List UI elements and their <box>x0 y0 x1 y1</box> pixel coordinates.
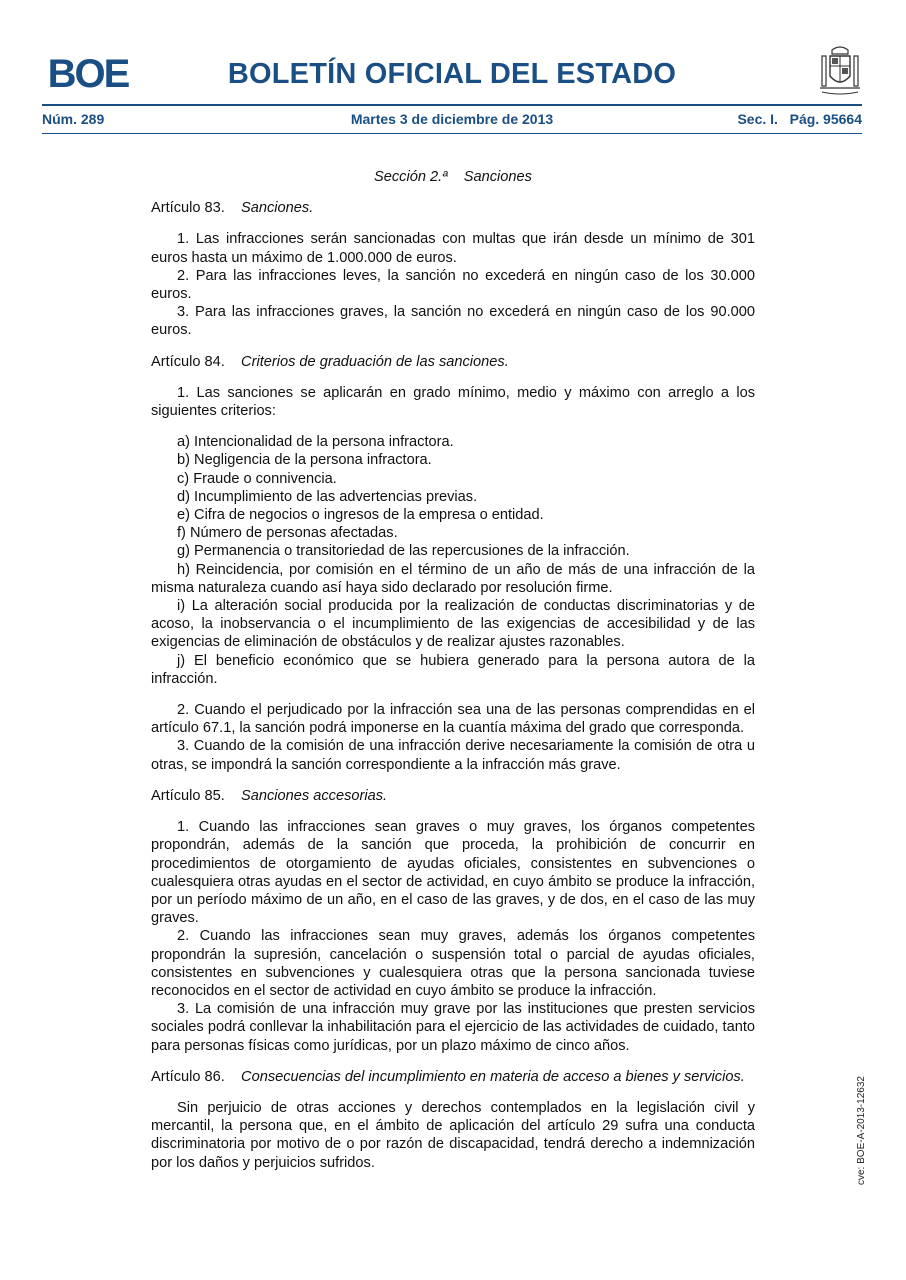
section-page: Sec. I. Pág. 95664 <box>737 111 862 127</box>
criterion-item: c) Fraude o connivencia. <box>177 470 337 487</box>
criterion-item: d) Incumplimiento de las advertencias previas. <box>177 488 478 505</box>
page-header <box>42 44 862 104</box>
criterion-item: a) Intencionalidad de la persona infractora. <box>177 434 454 451</box>
cve-code: cve: BOE-A-2013-12632 <box>856 1076 867 1185</box>
coat-of-arms-icon <box>818 44 862 96</box>
issue-date: Martes 3 de diciembre de 2013 <box>350 111 554 127</box>
paragraph: 1. Cuando las infracciones sean graves o muy graves, los órganos competentes propondrán, además de la sanción que proceda, la prohibición de concurrir en procedimientos de otorgamiento de ayudas oficiales, consistentes en subvenciones o cualesquiera otras ayudas en el sector de actividad, en cuyo ámbito se produce la infracción, por un período máximo de un año, en el caso de las graves, y de dos, en el caso de las muy graves. <box>151 819 755 927</box>
publication-title: BOLETÍN OFICIAL DEL ESTADO <box>227 58 677 90</box>
info-bar <box>42 111 862 131</box>
document-body <box>151 168 755 1172</box>
paragraph: 2. Cuando las infracciones sean muy graves, además los órganos competentes propondrán la supresión, cancelación o suspensión total o parcial de ayudas oficiales, consistentes en subvenciones y cualesquiera otras que la persona sancionada tuviese reconocidos en el sector de actividad en cuyo ámbito se produce la infracción. <box>151 928 755 999</box>
article-heading <box>151 1068 755 1086</box>
article-label: Artículo 86. <box>151 1068 225 1085</box>
issue-number: Núm. 289 <box>42 111 105 127</box>
criterion-item: h) Reincidencia, por comisión en el término de un año de más de una infracción de la misma naturaleza cuando así haya sido declarado por resolución firme. <box>151 561 755 596</box>
paragraph: 3. La comisión de una infracción muy grave por las instituciones que presten servicios sociales podrá conllevar la inhabilitación para el ejercicio de las actividades de cuidado, tanto para personas físicas como jurídicas, por un plazo máximo de cinco años. <box>151 1001 755 1054</box>
article-title: Sanciones. <box>241 200 314 217</box>
paragraph: 3. Para las infracciones graves, la sanción no excederá en ningún caso de los 90.000 euros. <box>151 304 755 339</box>
paragraph: 3. Cuando de la comisión de una infracción derive necesariamente la comisión de otra u otras, se impondrá la sanción correspondiente a la infracción más grave. <box>151 738 755 773</box>
article-title: Criterios de graduación de las sanciones. <box>241 353 509 370</box>
criterion-item: j) El beneficio económico que se hubiera generado para la persona autora de la infracción. <box>151 652 755 687</box>
criterion-item: i) La alteración social producida por la realización de conductas discriminatorias y de acoso, la inobservancia o el incumplimiento de las exigencias de accesibilidad y de las exigencias de eliminación de obstáculos y de realizar ajustes razonables. <box>151 598 755 651</box>
criterion-item: e) Cifra de negocios o ingresos de la empresa o entidad. <box>177 507 544 524</box>
article-heading <box>151 353 755 371</box>
article-heading <box>151 787 755 805</box>
paragraph: 2. Cuando el perjudicado por la infracción sea una de las personas comprendidas en el artículo 67.1, la sanción podrá imponerse en la cuantía máxima del grado que corresponda. <box>151 702 755 737</box>
paragraph: 2. Para las infracciones leves, la sanción no excederá en ningún caso de los 30.000 euros. <box>151 267 755 303</box>
article-heading <box>151 199 755 217</box>
criterion-item: f) Número de personas afectadas. <box>177 525 398 542</box>
article-title: Consecuencias del incumplimiento en materia de acceso a bienes y servicios. <box>241 1068 745 1085</box>
svg-text:BOE: BOE <box>47 53 129 93</box>
article-title: Sanciones accesorias. <box>241 787 388 804</box>
section-heading: Sección 2.ª Sanciones <box>374 169 532 185</box>
criterion-item: b) Negligencia de la persona infractora. <box>177 452 432 469</box>
article-label: Artículo 85. <box>151 787 225 804</box>
paragraph: Sin perjuicio de otras acciones y derechos contemplados en la legislación civil y mercantil, la persona que, en el ámbito de aplicación del artículo 29 sufra una conducta discriminatoria por motivo de o por razón de discapacidad, tendrá derecho a indemnización por los daños y perjuicios sufridos. <box>151 1099 755 1171</box>
paragraph: 1. Las infracciones serán sancionadas con multas que irán desde un mínimo de 301 euros hasta un máximo de 1.000.000 de euros. <box>151 231 755 266</box>
paragraph: 1. Las sanciones se aplicarán en grado mínimo, medio y máximo con arreglo a los siguientes criterios: <box>151 384 755 420</box>
article-label: Artículo 83. <box>151 200 225 217</box>
criterion-item: g) Permanencia o transitoriedad de las repercusiones de la infracción. <box>177 543 630 560</box>
info-rule <box>42 133 862 134</box>
header-rule <box>42 104 862 106</box>
article-label: Artículo 84. <box>151 353 225 370</box>
